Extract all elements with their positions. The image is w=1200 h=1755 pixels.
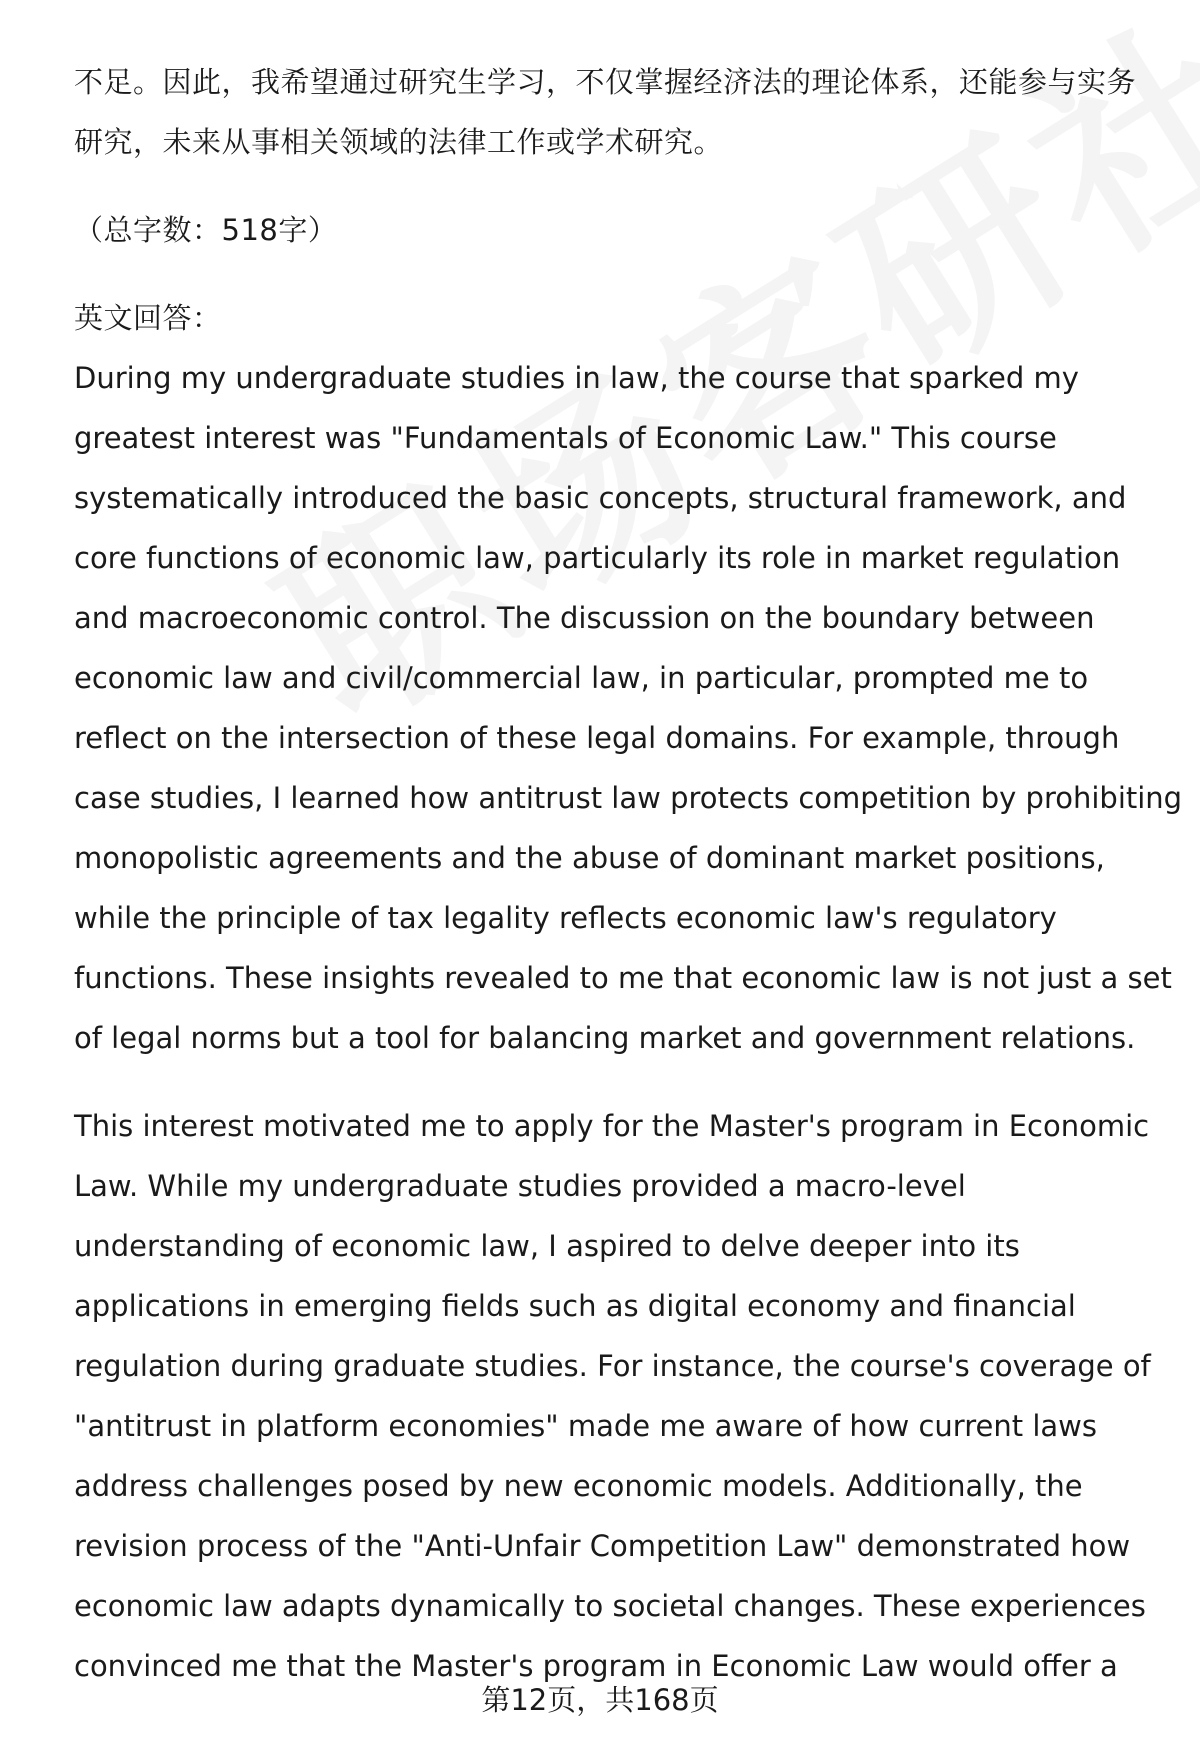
text-line: regulation during graduate studies. For instance, the course's coverage of (74, 1349, 1151, 1383)
page-number-footer: 第12页，共168页 (481, 1683, 719, 1717)
text-line: monopolistic agreements and the abuse of dominant market positions, (74, 841, 1105, 875)
text-line: revision process of the "Anti-Unfair Competition Law" demonstrated how (74, 1529, 1131, 1563)
text-line: This interest motivated me to apply for the Master's program in Economic (74, 1109, 1150, 1143)
text-line: functions. These insights revealed to me that economic law is not just a set (74, 961, 1172, 995)
text-line: systematically introduced the basic concepts, structural framework, and (74, 481, 1127, 515)
text-line: case studies, I learned how antitrust law protects competition by prohibiting (74, 781, 1183, 815)
text-line: address challenges posed by new economic models. Additionally, the (74, 1469, 1083, 1503)
english-answer-label: 英文回答： (74, 301, 222, 335)
text-line: and macroeconomic control. The discussion on the boundary between (74, 601, 1095, 635)
word-count: （总字数：518字） (74, 213, 338, 247)
text-line: economic law adapts dynamically to societal changes. These experiences (74, 1589, 1146, 1623)
text-line: core functions of economic law, particularly its role in market regulation (74, 541, 1121, 575)
intro-paragraph-zh (74, 52, 1174, 172)
text-line: greatest interest was "Fundamentals of Economic Law." This course (74, 421, 1057, 455)
text-line: "antitrust in platform economies" made me aware of how current laws (74, 1409, 1097, 1443)
text-line: reflect on the intersection of these legal domains. For example, through (74, 721, 1120, 755)
english-paragraph-1 (74, 348, 1183, 1068)
text-line: applications in emerging fields such as digital economy and financial (74, 1289, 1076, 1323)
text-line: 不足。因此，我希望通过研究生学习，不仅掌握经济法的理论体系，还能参与实务 (74, 65, 1137, 99)
document-page (74, 52, 1183, 1696)
text-line: economic law and civil/commercial law, in particular, prompted me to (74, 661, 1089, 695)
text-line: while the principle of tax legality reflects economic law's regulatory (74, 901, 1057, 935)
text-line: understanding of economic law, I aspired to delve deeper into its (74, 1229, 1020, 1263)
text-line: During my undergraduate studies in law, the course that sparked my (74, 361, 1079, 395)
english-paragraph-2 (74, 1096, 1174, 1696)
text-line: of legal norms but a tool for balancing market and government relations. (74, 1021, 1136, 1055)
text-line: Law. While my undergraduate studies provided a macro-level (74, 1169, 966, 1203)
text-line: convinced me that the Master's program in Economic Law would offer a (74, 1649, 1118, 1683)
text-line: 研究，未来从事相关领域的法律工作或学术研究。 (74, 125, 724, 159)
